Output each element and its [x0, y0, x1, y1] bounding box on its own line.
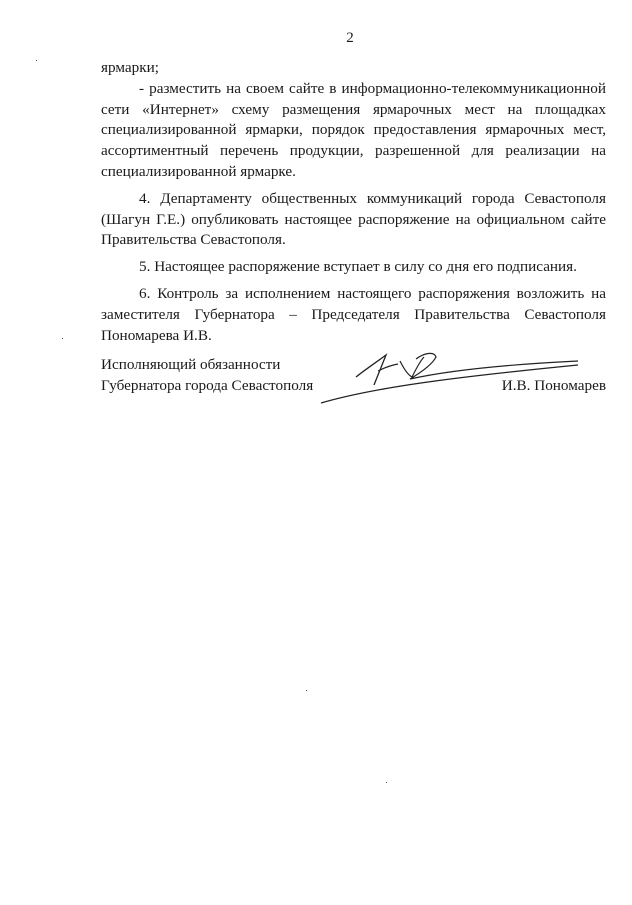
document-body	[101, 58, 606, 352]
paragraph-website-placement: - разместить на своем сайте в информационно-телекоммуникационной сети «Интернет» схему размещения ярмарочных мест на площадках специализированной ярмарки, порядок предоставления ярмарочных мест, ассортиментный перечень продукции, разрешенной для реализации на специализированной ярмарке.	[101, 79, 606, 180]
signatory-position-line1: Исполняющий обязанности	[101, 356, 281, 373]
paragraph-continuation: ярмарки;	[101, 59, 159, 76]
scan-speck	[306, 690, 307, 691]
scan-speck	[36, 60, 37, 61]
page-number: 2	[346, 30, 354, 46]
scan-speck	[386, 782, 387, 783]
signatory-name: И.В. Пономарев	[501, 376, 606, 394]
signature-block	[101, 355, 606, 415]
scan-speck	[62, 338, 63, 339]
signatory-position	[101, 355, 313, 397]
signatory-position-line2: Губернатора города Севастополя	[101, 376, 314, 394]
paragraph-item-6: 6. Контроль за исполнением настоящего распоряжения возложить на заместителя Губернатора – Председателя Правительства Севастополя Пономарева И.В.	[101, 284, 606, 344]
paragraph-item-5: 5. Настоящее распоряжение вступает в силу со дня его подписания.	[139, 258, 577, 276]
paragraph-item-4: 4. Департаменту общественных коммуникаций города Севастополя (Шагун Г.Е.) опубликовать настоящее распоряжение на официальном сайте Правительства Севастополя.	[101, 189, 606, 249]
